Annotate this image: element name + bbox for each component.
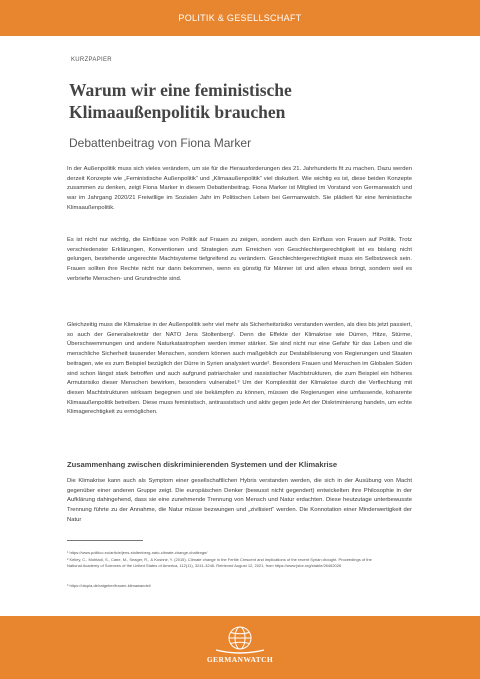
footnote-1: ¹ https://www.politico.eu/article/jens-stoltenberg-nato-climate-change-challenge/: [67, 550, 208, 555]
globe-logo-icon: [202, 623, 278, 673]
logo-wordmark: GERMANWATCH: [206, 655, 274, 664]
page-title: Warum wir eine feministische Klimaaußenpolitik brauchen: [69, 80, 292, 122]
footnote-divider: [67, 540, 143, 541]
page-subtitle: Debattenbeitrag von Fiona Marker: [69, 136, 252, 150]
document-type-label: KURZPAPIER: [71, 57, 112, 63]
header-bar: [0, 0, 480, 36]
footnote-3: ³ https://utopia.de/ratgeber/frauen-klimawandel/: [67, 583, 151, 588]
body-paragraph-1: Es ist nicht nur wichtig, die Einflüsse von Politik auf Frauen zu zeigen, sondern auch den Einfluss von Frauen auf Politik. Trotz verschiedenster Erklärungen, Konventionen und Strategien zum Erreichen von Geschlechtergerechtigkeit ist es bislang nicht gelungen, bestehende ungerechte Machtsysteme tiefgreifend zu verändern. Geschlechtergerechtigkeit muss ein Selbstzweck sein. Frauen sollten ihre Rechte nicht nur dann bekommen, wenn es günstig für Männer ist und allen etwas bringt, sondern weil es verbriefte Menschen- und Grundrechte sind.: [67, 237, 412, 282]
footnote-2: ² Kelley, C., Mohtadi, S., Cane, M., Seager, R., & Kushnir, Y. (2015). Climate change in the Fertile Crescent and implications of the recent Syrian drought. Proceedings of the National Academy of Sciences of the United States of America, 112(11), 3241-3246. Retrieved August 12, 2021, from https://www.jstor.org/stable/26462026: [67, 557, 372, 568]
category-label: POLITIK & GESELLSCHAFT: [178, 13, 302, 23]
section-heading: Zusammenhang zwischen diskriminierenden Systemen und der Klimakrise: [67, 460, 338, 469]
section-paragraph: Die Klimakrise kann auch als Symptom einer gesellschaftlichen Hybris verstanden werden, die sich in der Ausübung von Macht gegenüber einer anderen Gruppe zeigt. Die europäischen Denker (bewusst nicht gegendert) entwickelten ihre Philosophie in der Aufklärung dahingehend, dass sie eine zunehmende Trennung von Mensch und Natur erdachten. Diese heutzutage unterbewusste Trennung führte zu der Annahme, die Natur müsse bezwungen und „zivilisiert“ werden. Die Konnotation einer Minderwertigkeit der Natur: [67, 478, 412, 523]
intro-paragraph: In der Außenpolitik muss sich vieles verändern, um sie für die Herausforderungen des 21. Jahrhunderts fit zu machen. Dazu werden derzeit Konzepte wie „Feministische Außenpolitik“ und „Klimaaußenpolitik“ viel diskutiert. Wie wichtig es ist, diese beiden Konzepte zusammen zu denken, zeigt Fiona Marker in diesem Debattenbeitrag. Fiona Marker ist Mitglied im Vorstand von Germanwatch und war im Jahrgang 2020/21 Freiwillige im Sozialen Jahr im Politischen Leben bei Germanwatch. Sie plädiert für eine feministische Klimaaußenpolitik.: [67, 166, 412, 211]
body-paragraph-2: Gleichzeitig muss die Klimakrise in der Außenpolitik sehr viel mehr als Sicherheitsrisiko verstanden werden, als dies bis jetzt passiert, so auch der Generalsekretär der NATO Jens Stoltenberg¹. Denn die Effekte der Klimakrise wie Dürren, Hitze, Stürme, Überschwemmungen und andere Naturkatastrophen werden immer stärker. Sie sind nicht nur eine Gefahr für das Leben und die menschliche Sicherheit tausender Menschen, sondern können auch maßgeblich zur Destabilisierung von Regierungen und Staaten beitragen, wie es zum Beispiel bezüglich der Dürre in Syrien analysiert wurde². Besonders Frauen und Menschen im Globalen Süden sind schon längst stark betroffen und auch aufgrund patriarchaler und rassistischer Machtstrukturen, die zum Beispiel ein höheres Armutsrisiko dieser Menschen bewirken, besonders vulnerabel.³ Um der Komplexität der Klimakrise durch die Verflechtung mit diesen Machtstrukturen wirksam begegnen und sie bekämpfen zu können, müssen die Regierungen eine umfassende, koharente Klimaaußenpolitik betreiben. Diese muss feministisch, antirassistisch und aktiv gegen jede Art der Diskriminierung handeln, um echte Klimagerechtigkeit zu ermöglichen.: [67, 322, 412, 416]
